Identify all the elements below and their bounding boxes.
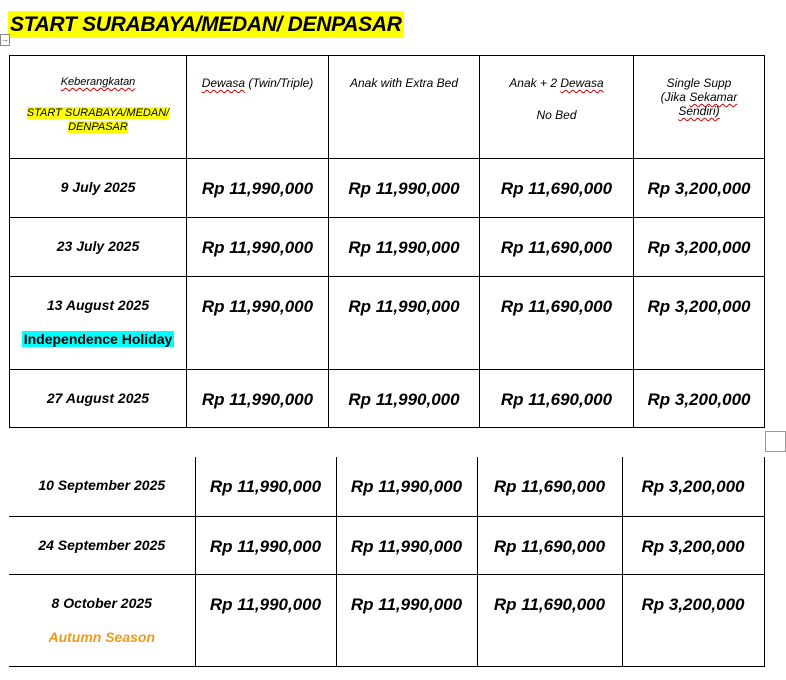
date-text: 23 July 2025 bbox=[56, 238, 140, 254]
table-row bbox=[10, 370, 765, 428]
price-child-bed: Rp 11,990,000 bbox=[348, 390, 460, 409]
date-text: 8 October 2025 bbox=[51, 594, 152, 611]
price-cell bbox=[187, 218, 329, 277]
price-cell bbox=[634, 218, 765, 277]
price-adult: Rp 11,990,000 bbox=[209, 477, 322, 496]
price-cell bbox=[480, 370, 634, 428]
price-child-nobed: Rp 11,690,000 bbox=[493, 594, 606, 614]
season-note: Autumn Season bbox=[48, 628, 156, 645]
price-cell bbox=[329, 277, 480, 370]
price-table-top bbox=[9, 55, 765, 428]
price-cell bbox=[195, 574, 336, 666]
price-cell bbox=[480, 277, 634, 370]
date-text: 13 August 2025 bbox=[46, 297, 150, 313]
price-child-nobed: Rp 11,690,000 bbox=[500, 179, 613, 198]
price-cell bbox=[187, 370, 329, 428]
price-cell bbox=[329, 159, 480, 218]
price-cell bbox=[187, 159, 329, 218]
price-cell bbox=[634, 370, 765, 428]
price-table-bottom bbox=[9, 457, 765, 667]
price-child-bed: Rp 11,990,000 bbox=[348, 179, 460, 198]
price-cell bbox=[480, 218, 634, 277]
price-cell bbox=[622, 574, 764, 666]
price-cell bbox=[195, 516, 336, 574]
table-row bbox=[9, 574, 764, 666]
table-row bbox=[10, 159, 765, 218]
table-resize-handle[interactable] bbox=[765, 431, 786, 452]
price-single: Rp 3,200,000 bbox=[641, 594, 745, 614]
price-single: Rp 3,200,000 bbox=[641, 477, 745, 496]
price-cell bbox=[187, 277, 329, 370]
date-text: 10 September 2025 bbox=[38, 477, 166, 493]
price-cell bbox=[336, 574, 477, 666]
header-child-extra-bed bbox=[329, 56, 480, 159]
price-child-bed: Rp 11,990,000 bbox=[350, 594, 463, 614]
date-cell bbox=[9, 457, 195, 516]
price-child-nobed: Rp 11,690,000 bbox=[500, 390, 613, 409]
price-cell bbox=[336, 457, 477, 516]
price-single: Rp 3,200,000 bbox=[647, 238, 751, 257]
price-child-nobed: Rp 11,690,000 bbox=[493, 536, 606, 556]
table-move-handle-icon[interactable]: → bbox=[1, 35, 9, 44]
price-child-bed: Rp 11,990,000 bbox=[348, 238, 460, 257]
price-cell bbox=[336, 516, 477, 574]
price-single: Rp 3,200,000 bbox=[647, 179, 751, 198]
header-departure-city-line2: DENPASAR bbox=[68, 121, 128, 133]
price-adult: Rp 11,990,000 bbox=[209, 594, 322, 614]
date-cell bbox=[9, 574, 195, 666]
table-row bbox=[9, 457, 764, 516]
price-single: Rp 3,200,000 bbox=[647, 297, 751, 316]
price-adult: Rp 11,990,000 bbox=[201, 179, 314, 198]
table-header-row bbox=[10, 56, 765, 159]
price-child-bed: Rp 11,990,000 bbox=[348, 297, 460, 316]
header-departure-city-line1: START SURABAYA/MEDAN/ bbox=[26, 107, 170, 119]
price-cell bbox=[634, 277, 765, 370]
price-child-nobed: Rp 11,690,000 bbox=[500, 238, 613, 257]
header-departure-label: Keberangkatan bbox=[60, 76, 136, 88]
price-cell bbox=[477, 574, 622, 666]
page-title: START SURABAYA/MEDAN/ DENPASAR bbox=[10, 13, 402, 36]
price-child-bed: Rp 11,990,000 bbox=[350, 477, 463, 496]
table-row bbox=[9, 516, 764, 574]
date-text: 9 July 2025 bbox=[60, 179, 136, 195]
price-child-nobed: Rp 11,690,000 bbox=[493, 477, 606, 496]
date-cell bbox=[10, 370, 187, 428]
header-no-bed-label: No Bed bbox=[536, 108, 577, 122]
header-single-supp: Single Supp (Jika Sekamar Sendiri) bbox=[634, 56, 765, 159]
date-cell bbox=[10, 277, 187, 370]
price-cell bbox=[195, 457, 336, 516]
header-adult: Dewasa (Twin/Triple) bbox=[187, 56, 329, 159]
date-cell bbox=[10, 218, 187, 277]
price-cell bbox=[477, 457, 622, 516]
date-text: 27 August 2025 bbox=[46, 390, 150, 406]
price-cell bbox=[329, 370, 480, 428]
price-cell bbox=[480, 159, 634, 218]
price-adult: Rp 11,990,000 bbox=[209, 536, 322, 556]
price-cell bbox=[622, 516, 764, 574]
price-child-nobed: Rp 11,690,000 bbox=[500, 297, 613, 316]
date-text: 24 September 2025 bbox=[38, 536, 166, 553]
price-child-bed: Rp 11,990,000 bbox=[350, 536, 463, 556]
price-single: Rp 3,200,000 bbox=[641, 536, 745, 556]
price-adult: Rp 11,990,000 bbox=[201, 238, 314, 257]
table-row bbox=[10, 218, 765, 277]
price-adult: Rp 11,990,000 bbox=[201, 297, 314, 316]
table-row bbox=[10, 277, 765, 370]
price-cell bbox=[477, 516, 622, 574]
price-adult: Rp 11,990,000 bbox=[201, 390, 314, 409]
header-departure bbox=[10, 56, 187, 159]
header-child-no-bed: Anak + 2 Dewasa No Bed bbox=[480, 56, 634, 159]
date-cell bbox=[9, 516, 195, 574]
price-cell bbox=[634, 159, 765, 218]
price-single: Rp 3,200,000 bbox=[647, 390, 751, 409]
header-child-extra-bed-label: Anak with Extra Bed bbox=[349, 76, 459, 90]
price-cell bbox=[329, 218, 480, 277]
price-cell bbox=[622, 457, 764, 516]
holiday-note: Independence Holiday bbox=[23, 331, 173, 347]
date-cell bbox=[10, 159, 187, 218]
